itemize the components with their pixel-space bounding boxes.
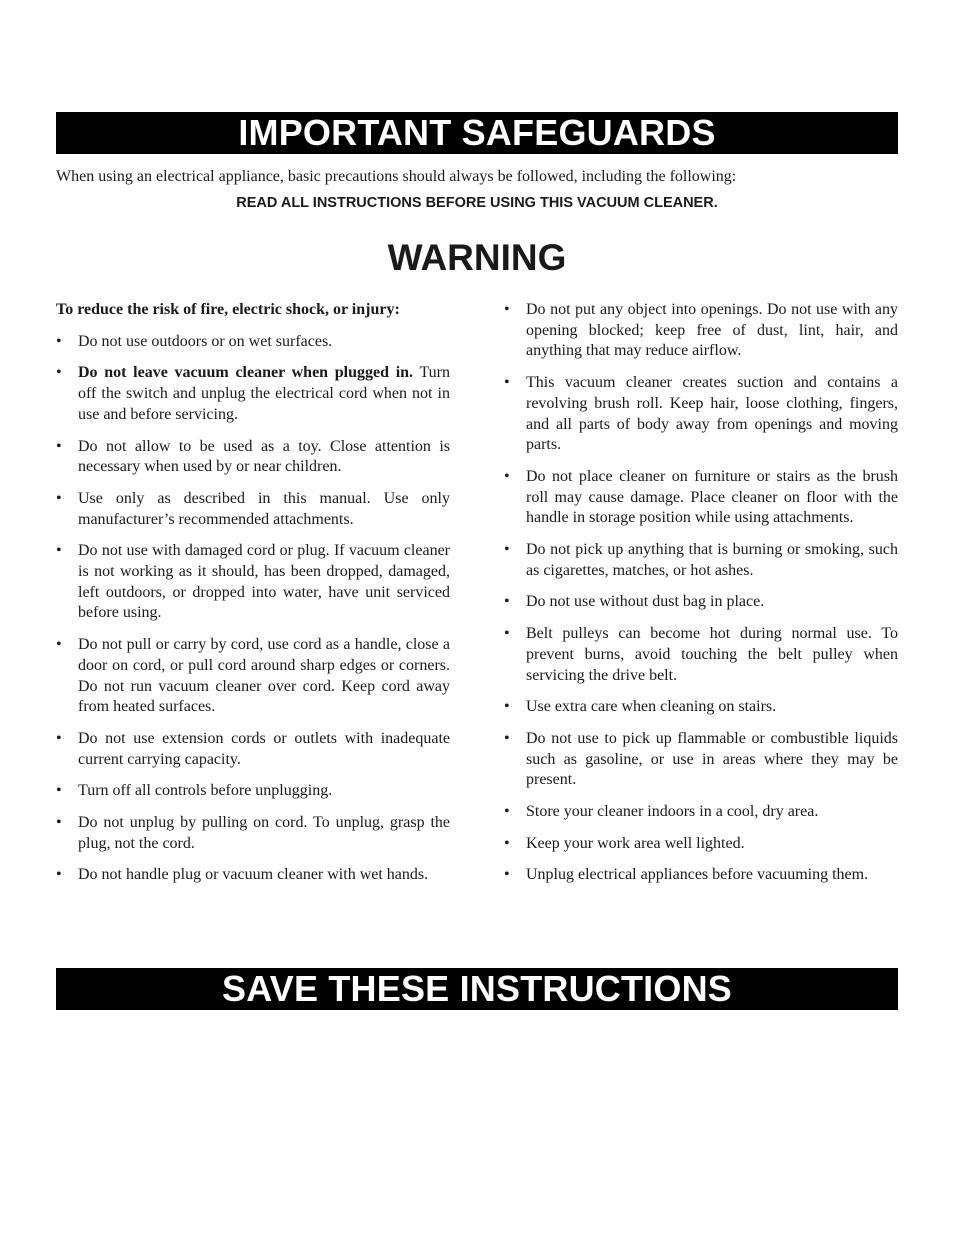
- safeguard-item-text: Do not use extension cords or outlets with inadequate current carrying capacity.: [78, 729, 450, 768]
- safeguard-item: [56, 363, 450, 425]
- safeguard-item-content: [78, 636, 450, 715]
- safeguard-list-left: [56, 332, 450, 886]
- bullet-icon: •: [504, 698, 510, 716]
- safeguard-item-content: [78, 866, 428, 883]
- safeguard-item-content: [78, 814, 450, 852]
- safeguard-item-text: Do not use to pick up flammable or combustible liquids such as gasoline, or use in areas where they may be present.: [526, 729, 898, 789]
- safeguard-item-text: Do not handle plug or vacuum cleaner with wet hands.: [78, 866, 429, 884]
- safeguard-item-content: [526, 730, 898, 788]
- safeguard-item-emphasis: Do not leave vacuum cleaner when plugged in.: [78, 364, 414, 382]
- safeguard-item-text: Do not place cleaner on furniture or stairs as the brush roll may cause damage. Place cleaner on floor with the handle in storage position while using attachments.: [526, 467, 898, 527]
- safeguard-item-content: [526, 468, 898, 526]
- safeguard-item-content: [526, 593, 764, 610]
- safeguard-item-text: This vacuum cleaner creates suction and contains a revolving brush roll. Keep hair, loose clothing, fingers, and all parts of body away from openings and moving parts.: [526, 374, 898, 454]
- bullet-icon: •: [504, 541, 510, 559]
- safeguard-item-text: Use only as described in this manual. Use only manufacturer’s recommended attachments.: [78, 489, 450, 528]
- safeguard-item-content: [526, 301, 898, 359]
- safeguard-item-content: [526, 541, 898, 579]
- bullet-icon: •: [56, 729, 62, 747]
- safeguard-item-content: [78, 333, 332, 350]
- safeguard-item-text: Do not unplug by pulling on cord. To unplug, grasp the plug, not the cord.: [78, 814, 450, 852]
- safeguard-item-content: [526, 374, 898, 453]
- safeguard-item: [504, 624, 898, 686]
- safeguard-item: [504, 592, 898, 613]
- bullet-icon: •: [504, 593, 510, 611]
- bullet-icon: •: [504, 625, 510, 643]
- safeguard-item-text: Belt pulleys can become hot during normal use. To prevent burns, avoid touching the belt pulley when servicing the drive belt.: [526, 625, 898, 684]
- safeguard-item: [56, 635, 450, 718]
- safeguard-item: [56, 729, 450, 770]
- safeguard-item: [504, 467, 898, 529]
- safeguard-item-text: Do not put any object into openings. Do not use with any opening blocked; keep free of dust, lint, hair, and anything that may reduce airflow.: [526, 301, 898, 360]
- warning-lead: To reduce the risk of fire, electric shock, or injury:: [56, 301, 400, 318]
- safeguard-item: [504, 802, 898, 823]
- safeguard-item-text: Do not pick up anything that is burning or smoking, such as cigarettes, matches, or hot ashes.: [526, 541, 898, 579]
- safeguard-item: [504, 373, 898, 456]
- safeguard-item-text: Do not allow to be used as a toy. Close attention is necessary when used by or near children.: [78, 437, 450, 476]
- safeguard-item-content: [526, 698, 776, 715]
- safeguard-item: [504, 540, 898, 581]
- bullet-icon: •: [56, 636, 62, 654]
- safeguard-item-content: [526, 866, 868, 883]
- safeguard-item: [504, 834, 898, 855]
- bullet-icon: •: [504, 834, 510, 852]
- bullet-icon: •: [504, 374, 510, 392]
- safeguard-item: [56, 865, 450, 886]
- bullet-icon: •: [504, 467, 510, 485]
- bullet-icon: •: [56, 782, 62, 800]
- safeguard-item: [56, 813, 450, 854]
- safeguard-item-text: Do not pull or carry by cord, use cord as a handle, close a door on cord, or pull cord around sharp edges or corners. Do not run vacuum cleaner over cord. Keep cord away from heated surfaces.: [78, 636, 450, 716]
- safeguard-item: [56, 437, 450, 478]
- bullet-icon: •: [56, 332, 62, 350]
- safeguard-item: [504, 865, 898, 886]
- safeguard-item-text: Keep your work area well lighted.: [526, 834, 745, 852]
- safeguard-item-content: [526, 625, 898, 683]
- bullet-icon: •: [504, 803, 510, 821]
- safeguard-item-content: [78, 542, 450, 621]
- bullet-icon: •: [56, 542, 62, 560]
- safeguard-item: [504, 729, 898, 791]
- safeguard-item-content: [78, 438, 450, 476]
- safeguard-item-text: Use extra care when cleaning on stairs.: [526, 698, 777, 716]
- safeguard-item-text: Do not use outdoors or on wet surfaces.: [78, 332, 333, 350]
- right-column: [504, 300, 898, 897]
- safeguard-item-text: Store your cleaner indoors in a cool, dry area.: [526, 803, 819, 821]
- safeguard-item: [504, 300, 898, 362]
- safeguard-item: [56, 781, 450, 802]
- bullet-icon: •: [56, 364, 62, 382]
- safeguard-item-content: [526, 803, 818, 820]
- bullet-icon: •: [56, 489, 62, 507]
- safeguard-item: [504, 697, 898, 718]
- safeguard-item-text: Unplug electrical appliances before vacuuming them.: [526, 866, 869, 884]
- safeguard-item: [56, 489, 450, 530]
- safeguard-list-right: [504, 300, 898, 886]
- safeguard-item: [56, 541, 450, 624]
- safeguard-item-content: [78, 730, 450, 768]
- bullet-icon: •: [504, 729, 510, 747]
- bullet-icon: •: [56, 814, 62, 832]
- safeguard-item-text: Turn off all controls before unplugging.: [78, 782, 333, 800]
- bullet-icon: •: [56, 866, 62, 884]
- safeguard-item-text: Do not use with damaged cord or plug. If vacuum cleaner is not working as it should, has been dropped, damaged, left outdoors, or dropped into water, have unit serviced before using.: [78, 542, 450, 622]
- safeguard-item-content: [526, 835, 745, 852]
- read-all-instructions: READ ALL INSTRUCTIONS BEFORE USING THIS VACUUM CLEANER.: [236, 195, 718, 211]
- safeguard-item-text: Turn off the switch and unplug the electrical cord when not in use and before servicing.: [78, 364, 451, 423]
- safeguard-item-content: [78, 490, 450, 528]
- safeguard-item: [56, 332, 450, 353]
- left-column: [56, 300, 450, 897]
- intro-text: When using an electrical appliance, basic precautions should always be followed, including the following:: [56, 168, 737, 185]
- safeguard-item-content: [78, 364, 450, 422]
- safeguard-item-text: Do not use without dust bag in place.: [526, 593, 765, 611]
- warning-heading: WARNING: [387, 237, 567, 278]
- bullet-icon: •: [504, 866, 510, 884]
- bullet-icon: •: [504, 301, 510, 318]
- bullet-icon: •: [56, 437, 62, 455]
- safeguard-item-content: [78, 782, 332, 799]
- save-instructions-banner: SAVE THESE INSTRUCTIONS: [56, 968, 898, 1010]
- important-safeguards-banner: IMPORTANT SAFEGUARDS: [56, 112, 898, 154]
